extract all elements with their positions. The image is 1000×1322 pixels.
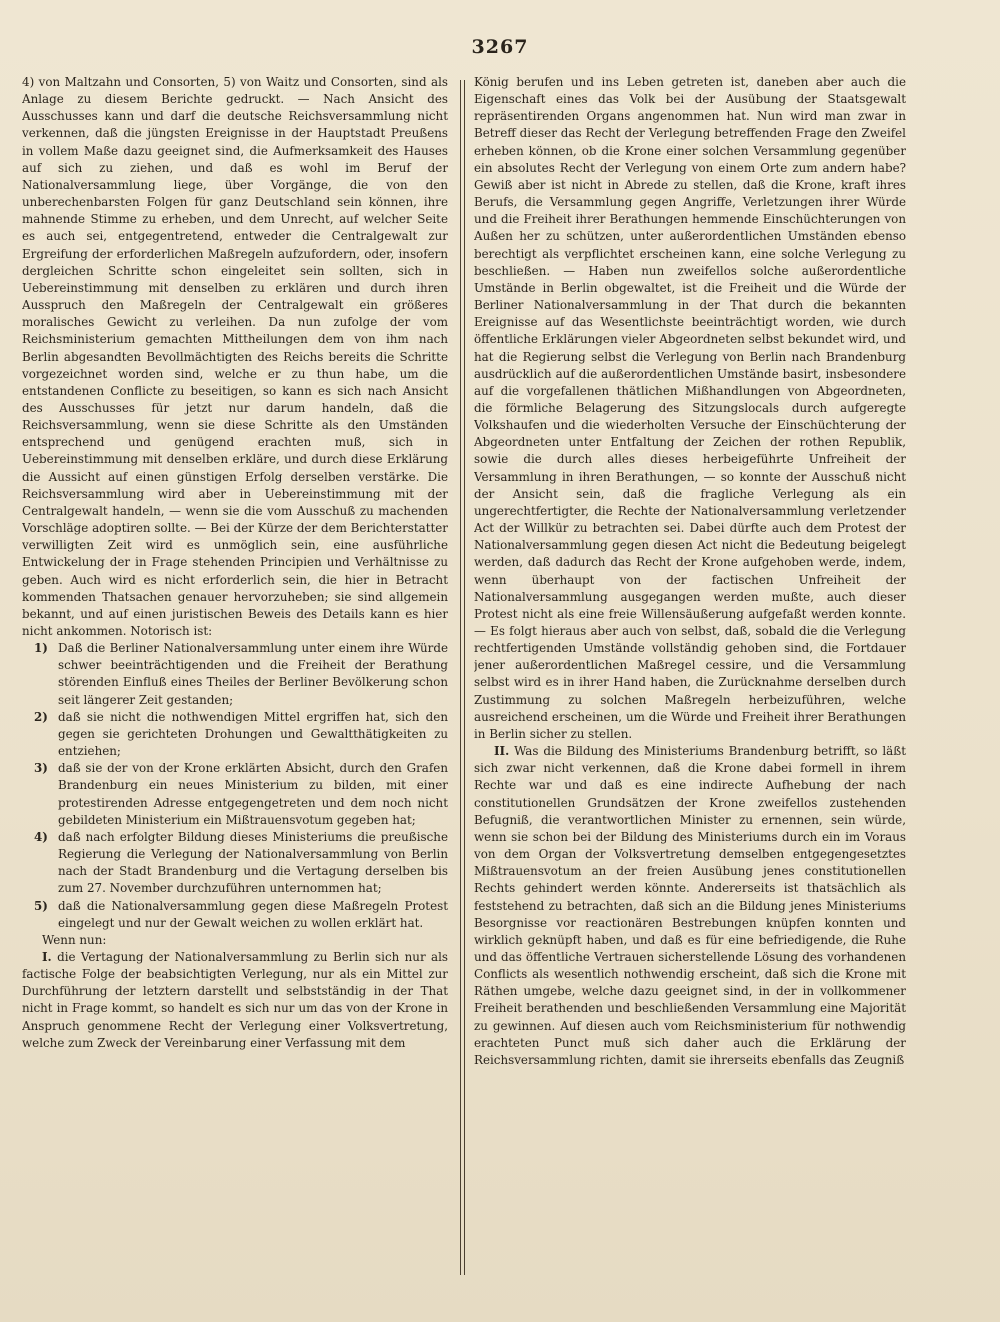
paragraph-section-i (22, 949, 448, 1052)
section-ii-label: II. (494, 744, 510, 759)
left-column (22, 74, 448, 1299)
list-item (22, 709, 448, 760)
right-column (474, 74, 906, 1299)
list-item-text: daß sie der von der Krone erklärten Absicht, durch den Grafen Brandenburg ein neues Ministerium zu bilden, mit einer protestirenden Adresse entgegengetreten und dem noch nicht gebildeten Ministerium ein Mißtrauensvotum gegeben hat; (58, 761, 448, 827)
list-item (22, 760, 448, 829)
notorious-facts-list (22, 640, 448, 932)
paragraph-section-ii (474, 743, 906, 1069)
paragraph-wenn-nun: Wenn nun: (42, 932, 107, 947)
list-item-text: daß die Nationalversammlung gegen diese Maßregeln Protest eingelegt und nur der Gewalt weichen zu wollen erklärt hat. (58, 898, 448, 930)
list-item-number: 5) (34, 898, 48, 913)
list-item-number: 2) (34, 709, 48, 724)
list-item-text: daß nach erfolgter Bildung dieses Ministeriums die preußische Regierung die Verlegung der Nationalversammlung von Berlin nach der Stadt Brandenburg und die Vertagung derselben bis zum 27. November durchzuführen unternommen hat; (58, 829, 448, 896)
list-item (22, 829, 448, 898)
column-divider (460, 80, 465, 1275)
list-item-number: 4) (34, 829, 48, 844)
section-ii-text: Was die Bildung des Ministeriums Brandenburg betrifft, so läßt sich zwar nicht verkennen, daß die Krone dabei formell in ihrem Rechte war und daß es eine indirecte Aufhebung der nach constitutionellen Grundsätzen der Krone zweifellos zustehenden Befugniß, die verantwortlichen Minister zu ernennen, sein würde, wenn sie schon bei der Bildung des Ministeriums durch ein im Voraus von dem Organ der Volksvertretung demselben entgegengesetztes Mißtrauensvotum an der freien Ausübung jenes constitutionellen Rechts gehindert werden könnte. Andererseits ist thatsächlich als feststehend zu betrachten, daß sich an die Bildung jenes Ministeriums Besorgnisse vor reactionären Bestrebungen knüpfen konnten und wirklich geknüpft haben, und daß es für eine befriedigende, die Ruhe und das öffentliche Vertrauen sicherstellende Lösung des vorhandenen Conflicts als wesentlich nothwendig erscheint, daß sich die Krone mit Räthen umgebe, welche dazu geeignet sind, in der in vollkommener Freiheit berathenden und beschließenden Versammlung eine Majorität zu gewinnen. Auf diesen auch vom Reichsministerium für nothwendig erachteten Punct muß sich daher auch die Erklärung der Reichsversammlung richten, damit sie ihrerseits ebenfalls das Zeugniß (474, 744, 906, 1067)
paragraph-intro: 4) von Maltzahn und Consorten, 5) von Waitz und Consorten, sind als Anlage zu diesem Berichte gedruckt. — Nach Ansicht des Ausschusses kann und darf die deutsche Reichsversammlung nicht verkennen, daß die jüngsten Ereignisse in der Hauptstadt Preußens in vollem Maße dazu geeignet sind, die Aufmerksamkeit des Hauses auf sich zu ziehen, und daß es wohl im Beruf der Nationalversammlung liege, über Vorgänge, die von den unberechenbarsten Folgen für ganz Deutschland sein können, ihre mahnende Stimme zu erheben, und dem Unrecht, auf welcher Seite es auch sei, entgegentretend, entweder die Centralgewalt zur Ergreifung der erforderlichen Maßregeln aufzufordern, oder, insofern dergleichen Schritte schon eingeleitet sein sollten, sich in Uebereinstimmung mit denselben zu erklären und durch ihren Ausspruch den Maßregeln der Centralgewalt ein größeres moralisches Gewicht zu verleihen. Da nun zufolge der vom Reichsministerium gemachten Mittheilungen dem von ihm nach Berlin abgesandten Bevollmächtigten des Reichs bereits die Schritte vorgezeichnet worden sind, welche er zu thun habe, um die entstandenen Conflicte zu beseitigen, so kann es sich nach Ansicht des Ausschusses für jetzt nur darum handeln, daß die Reichsversammlung, wenn sie diese Schritte als den Umständen entsprechend und genügend erachten muß, sich in Uebereinstimmung mit denselben erkläre, und durch diese Erklärung die Aussicht auf einen günstigen Erfolg derselben verstärke. Die Reichsversammlung wird aber in Uebereinstimmung mit der Centralgewalt handeln, — wenn sie die vom Ausschuß zu machenden Vorschläge adoptiren sollte. — Bei der Kürze der dem Berichterstatter verwilligten Zeit wird es unmöglich sein, eine ausführliche Entwickelung der in Frage stehenden Principien und Verhältnisse zu geben. Auch wird es nicht erforderlich sein, die hier in Betracht kommenden Thatsachen genauer hervorzuheben; sie sind allgemein bekannt, und auf einen juristischen Beweis des Details kann es hier nicht ankommen. Notorisch ist: (22, 75, 448, 638)
list-item (22, 640, 448, 709)
paragraph-continuation: König berufen und ins Leben getreten ist, daneben aber auch die Eigenschaft eines das Volk bei der Ausübung der Staatsgewalt repräsentirenden Organs angenommen hat. Nun wird man zwar in Betreff dieser das Recht der Verlegung betreffenden Frage den Zweifel erheben können, ob die Krone einer solchen Versammlung gegenüber ein absolutes Recht der Verlegung von einem Orte zum andern habe? Gewiß aber ist nicht in Abrede zu stellen, daß die Krone, kraft ihres Berufs, die Versammlung gegen Angriffe, Verletzungen ihrer Würde und die Freiheit ihrer Berathungen hemmende Einschüchterungen von Außen her zu schützen, unter außerordentlichen Umständen ebenso berechtigt als verpflichtet erscheinen kann, eine solche Verlegung zu beschließen. — Haben nun zweifellos solche außerordentliche Umstände in Berlin obgewaltet, ist die Freiheit und die Würde der Berliner Nationalversammlung in der That durch die bekannten Ereignisse auf das Wesentlichste beeinträchtigt worden, wie durch öffentliche Erklärungen vieler Abgeordneten selbst bekundet wird, und hat die Regierung selbst die Verlegung von Berlin nach Brandenburg ausdrücklich auf die außerordentlichen Umstände basirt, insbesondere auf die vorgefallenen thätlichen Mißhandlungen von Abgeordneten, die förmliche Belagerung des Sitzungslocals durch aufgeregte Volkshaufen und die wiederholten Versuche der Einschüchterung der Abgeordneten unter Entfaltung der Zeichen der rothen Republik, sowie die durch alles dieses herbeigeführte Unfreiheit der Versammlung in ihren Berathungen, — so konnte der Ausschuß nicht der Ansicht sein, daß die fragliche Verlegung als ein ungerechtfertigter, die Rechte der Nationalversammlung verletzender Act der Willkür zu betrachten sei. Dabei dürfte auch dem Protest der Nationalversammlung gegen diesen Act nicht die Bedeutung beigelegt werden, daß dadurch das Recht der Krone aufgehoben werde, indem, wenn überhaupt von der factischen Unfreiheit der Nationalversammlung ausgegangen werden mußte, auch dieser Protest nicht als eine freie Willensäußerung aufgefaßt werden konnte. — Es folgt hieraus aber auch von selbst, daß, sobald die die Verlegung rechtfertigenden Umstände vollständig gehoben sind, die Fortdauer jener außerordentlichen Maßregel cessire, und die Versammlung selbst wird es in ihrer Hand haben, die Zurücknahme derselben durch Zustimmung zu solchen Maßregeln herbeizuführen, welche ausreichend erscheinen, um die Würde und Freiheit ihrer Berathungen in Berlin sicher zu stellen. (474, 75, 906, 741)
page-number: 3267 (471, 36, 529, 58)
section-i-label: I. (42, 949, 52, 964)
list-item-text: daß sie nicht die nothwendigen Mittel ergriffen hat, sich den gegen sie gerichteten Drohungen und Gewaltthätigkeiten zu entziehen; (58, 709, 448, 759)
list-item-number: 1) (34, 641, 48, 656)
list-item-text: Daß die Berliner Nationalversammlung unter einem ihre Würde schwer beeinträchtigenden und die Freiheit der Berathung störenden Einfluß eines Theiles der Berliner Bevölkerung schon seit längerer Zeit gestanden; (58, 641, 448, 707)
list-item-number: 3) (34, 761, 48, 776)
section-i-text: die Vertagung der Nationalversammlung zu Berlin sich nur als factische Folge der beabsichtigten Verlegung, nur als ein Mittel zur Durchführung der letztern darstellt und selbstständig in der That nicht in Frage kommt, so handelt es sich nur um das von der Krone in Anspruch genommene Recht der Verlegung einer Volksvertretung, welche zum Zweck der Vereinbarung einer Verfassung mit dem (22, 949, 448, 1050)
list-item (22, 898, 448, 932)
